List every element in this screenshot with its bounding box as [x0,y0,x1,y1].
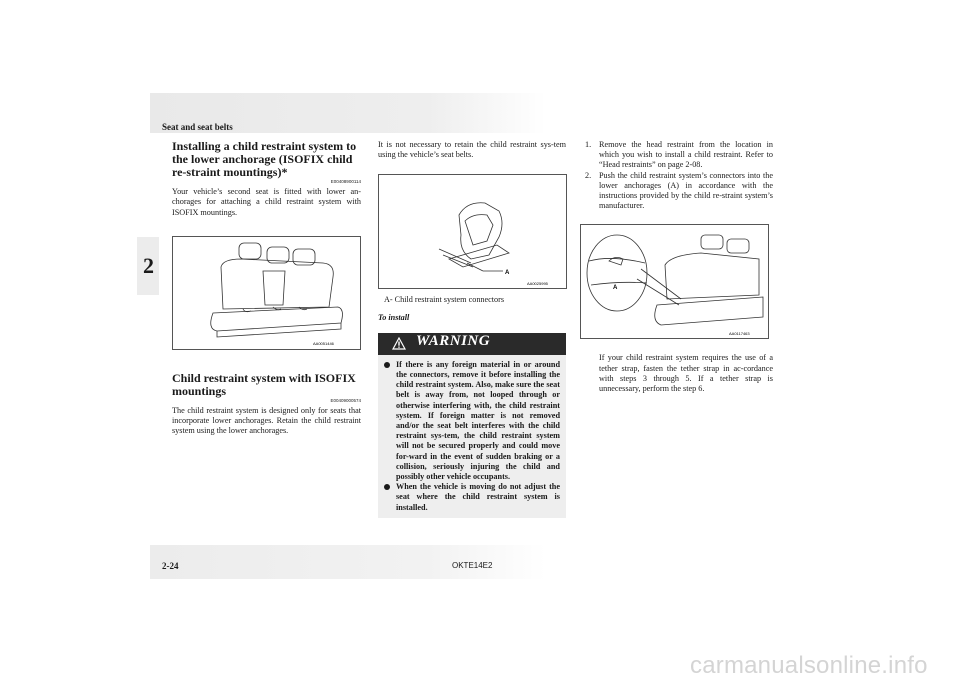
child-seat-illustration [379,175,566,288]
document-code: OKTE14E2 [452,561,493,570]
warning-header [378,333,566,355]
page-number: 2-24 [162,561,179,571]
column-right [585,140,773,394]
column-left [172,140,361,437]
warning-body [378,355,566,518]
paragraph-isofix: The child restraint system is designed only for seats that incorporate lower anchorages. Retain the child restraint system using the lower anchorages. [172,406,361,436]
fig-label-a: A [613,285,618,292]
warning-item: When the vehicle is moving do not adjust the seat where the child restraint system is installed. [384,482,560,513]
steps-list [585,140,773,211]
subhead-to-install: To install [378,312,410,322]
warning-box [378,333,566,518]
fig-label-a: A [505,270,510,277]
chapter-number: 2 [143,253,154,278]
rear-seat-illustration [173,237,360,349]
section-title: Seat and seat belts [162,122,233,132]
watermark: carmanualsonline.info [690,652,928,679]
anchorage-figure [580,224,769,339]
section-code: E00409000574 [330,397,361,403]
step-item: 2. Push the child restraint system’s connectors into the lower anchorages (A) in accordance with the instructions provided by the child re-straint system’s manufacturer. [585,170,773,211]
anchorage-illustration [581,225,768,338]
step-item: 1. Remove the head restraint from the location in which you wish to install a child restraint. Refer to “Head restraints” on page 2-08. [585,140,773,170]
heading-isofix-system: Child restraint system with ISOFIX mountings [172,370,356,398]
section-code: E00408900114 [330,179,361,184]
rear-seat-figure [172,236,361,350]
child-seat-figure [378,174,567,289]
bullet-icon [384,484,390,490]
column-middle [378,140,566,518]
bullet-icon [384,362,390,368]
paragraph-intro: Your vehicle’s second seat is fitted with lower an-chorages for attaching a child restraint system with ISOFIX mountings. [172,187,361,217]
figure-caption: A- Child restraint system connectors [384,295,505,305]
heading-isofix-install: Installing a child restraint system to the lower anchorage (ISOFIX child re-straint mountings)* [172,139,357,179]
fig-code: AA0117463 [729,331,750,337]
paragraph-seatbelt-note: It is not necessary to retain the child restraint sys-tem using the vehicle’s seat belts. [378,140,566,160]
paragraph-tether: If your child restraint system requires the use of a tether strap, fasten the tether strap in ac-cordance with steps 3 through 5. If a tether strap is unnecessary, perform the step 6. [599,353,773,394]
warning-item: If there is any foreign material in or around the connectors, remove it before installing the child restraint system. Also, make sure the seat belt is away from, not looped through or otherwise interfering with, the child restraint system. If foreign matter is not removed and/or the seat belt interferes with the child restraint sys-tem, the child restraint system will not be secured properly and could move for-ward in the event of sudden braking or a collision, seriously injuring the child and possibly other vehicle occupants. [384,360,560,482]
fig-code: AA0025995 [527,281,548,287]
fig-code: AA0051446 [313,340,334,346]
warning-triangle-icon [392,337,406,350]
warning-title: WARNING [416,332,491,349]
